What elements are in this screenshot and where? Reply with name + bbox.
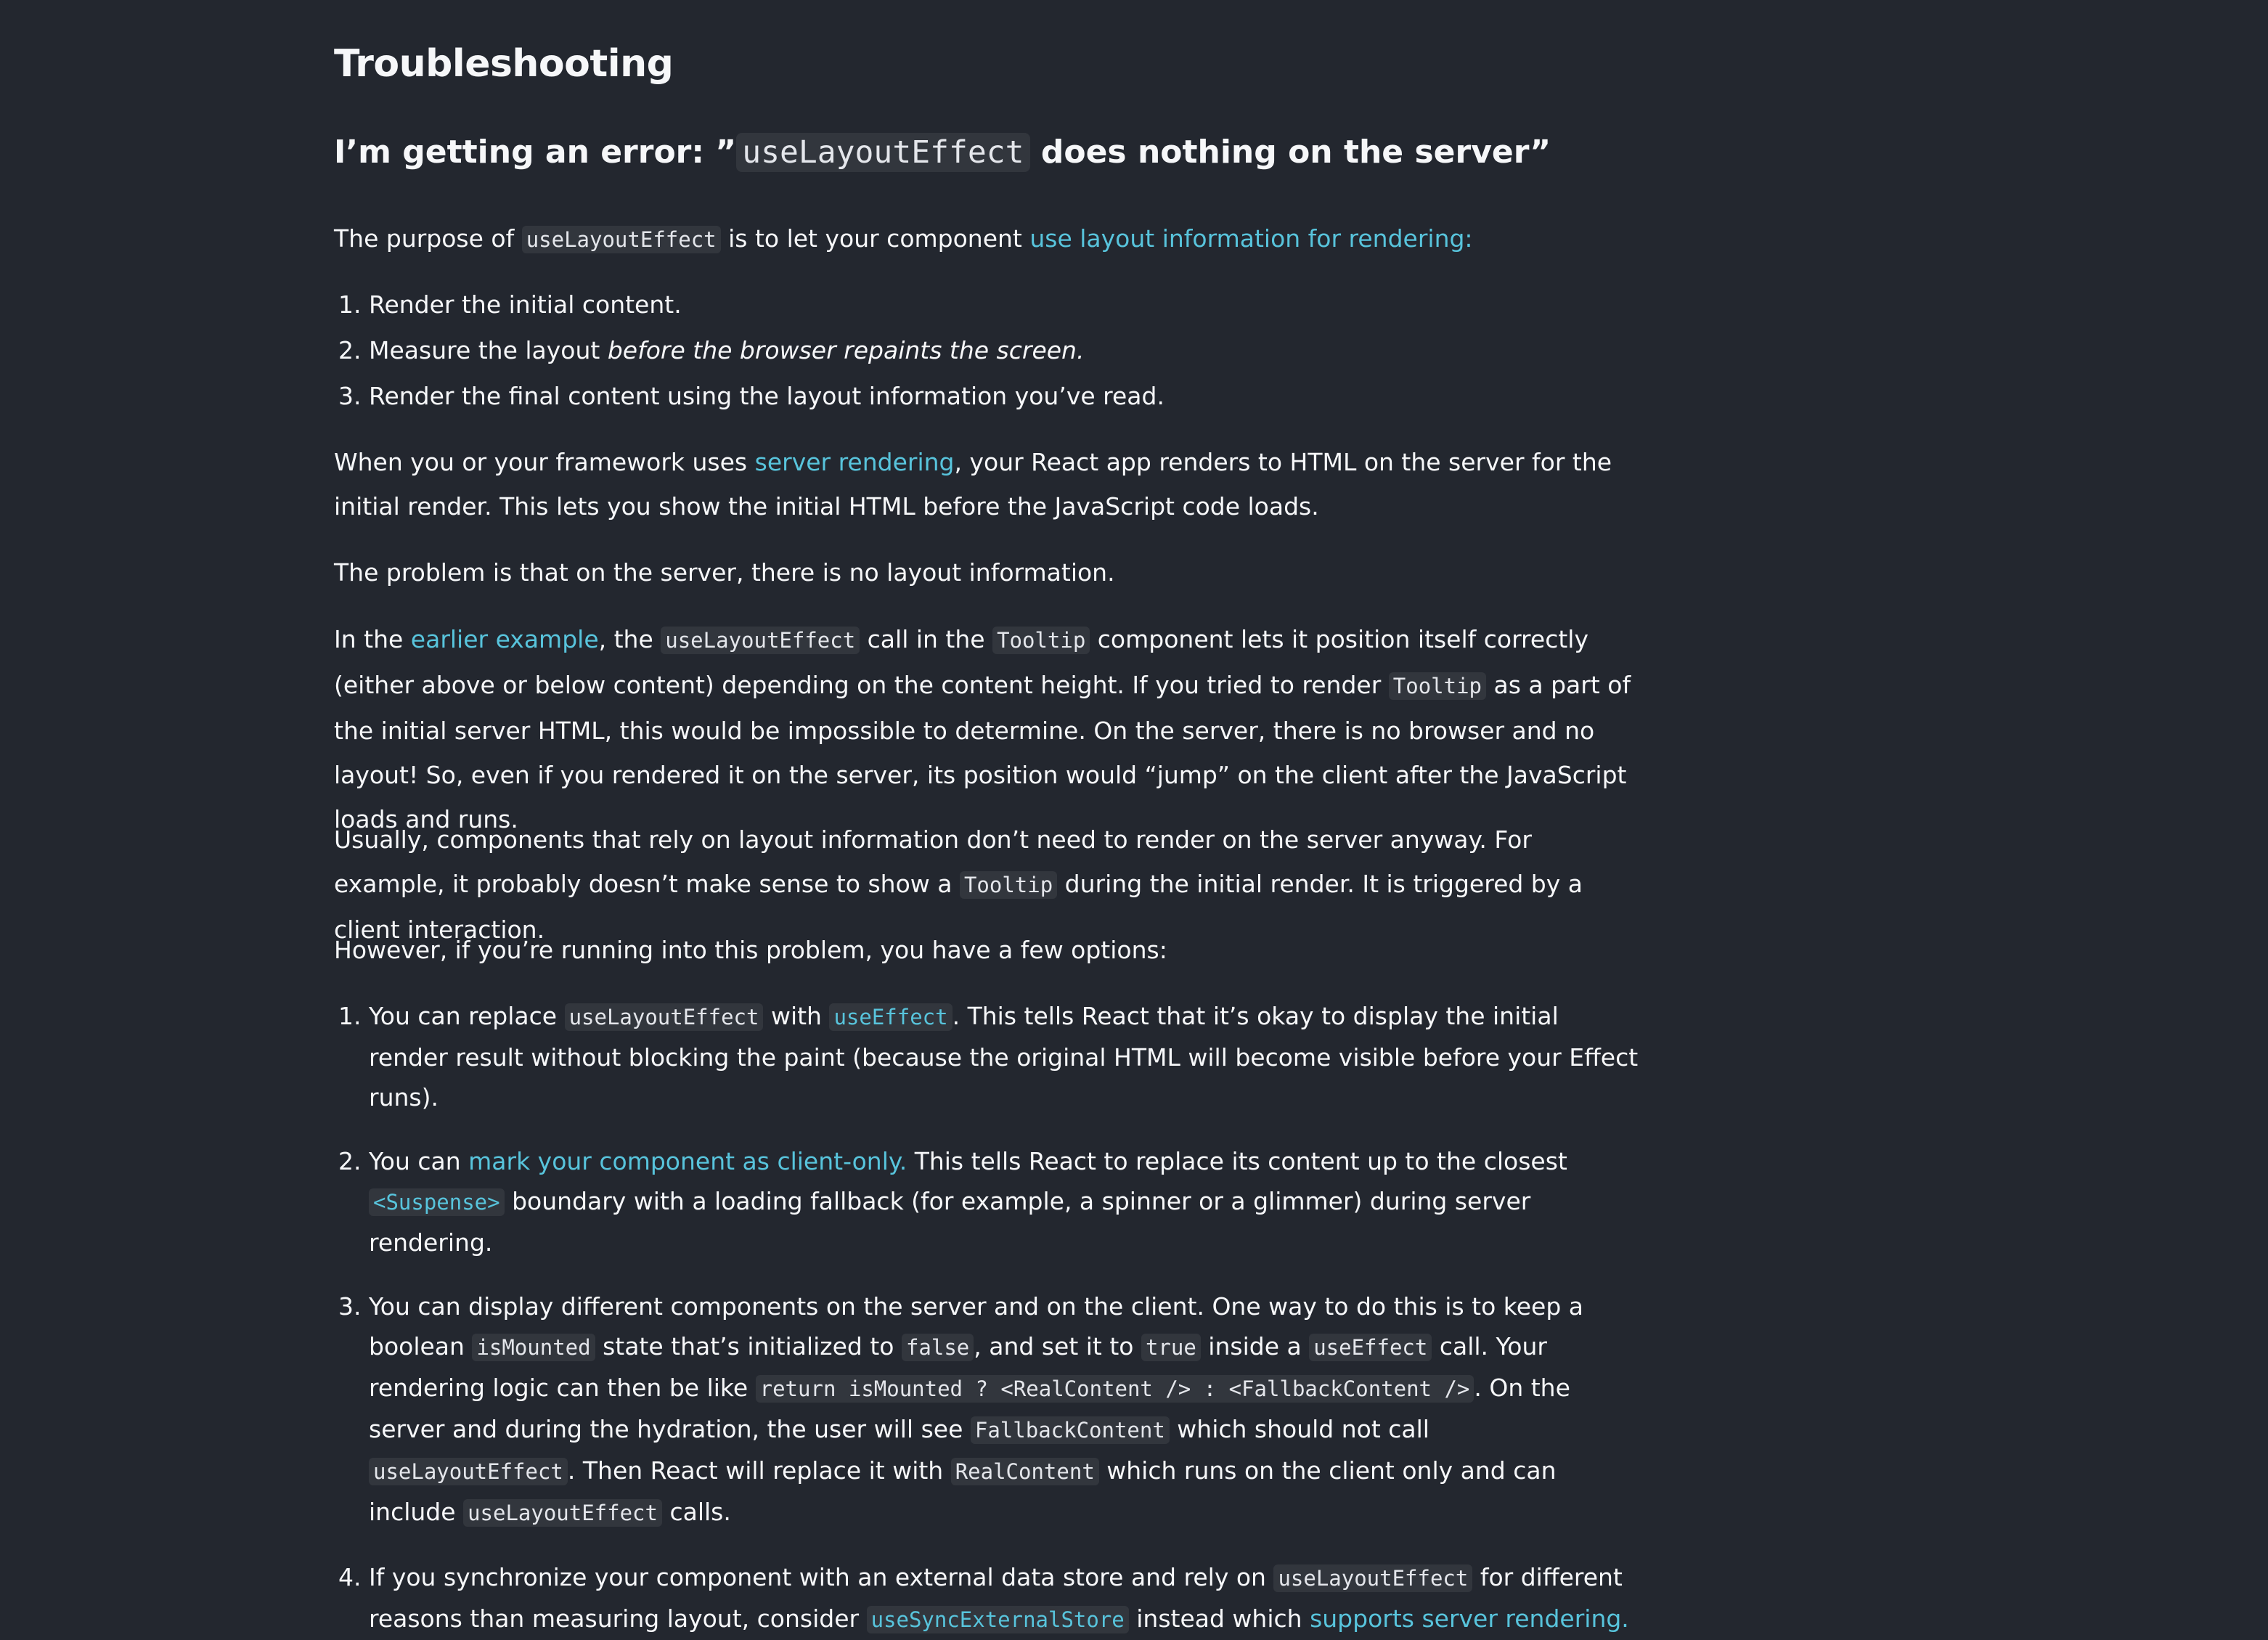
server-rendering-paragraph: When you or your framework uses server rendering, your React app renders to HTML on the server for the initial render. This lets you show the initial HTML before the JavaScript code loads.: [334, 448, 1612, 521]
usually-paragraph: Usually, components that rely on layout information don’t need to render on the server anyway. For example, it probably doesn’t make sense to show a Tooltip during the initial render. It is triggered by a client interaction.: [334, 825, 1583, 944]
inline-code: Tooltip: [992, 627, 1090, 654]
option-item: 3. You can display different components on the server and on the client. One way to do this is to keep a boolean isMounted state that’s initialized to false , and set it to true inside a useEffect call. Your rendering logic can then be like return isMounted ? <RealContent /> : <FallbackContent /> . On the server and during the hydration, the user will see FallbackContent which should not call useLayoutEffect . Then React will replace it with RealContent which runs on the client only and can include useLayoutEffect calls.: [369, 1286, 1641, 1533]
inline-code: useEffect: [1309, 1334, 1432, 1361]
list-item: 2. Measure the layout before the browser repaints the screen.: [369, 327, 1641, 373]
inline-code: useLayoutEffect: [369, 1458, 568, 1485]
options-list: [334, 996, 1641, 1640]
client-only-link[interactable]: mark your component as client-only.: [468, 1147, 907, 1175]
inline-code: useLayoutEffect: [736, 133, 1029, 172]
inline-code: useLayoutEffect: [565, 1003, 764, 1031]
inline-code: true: [1141, 1334, 1201, 1361]
inline-code: Tooltip: [1389, 672, 1486, 700]
purpose-paragraph: The purpose of useLayoutEffect is to let your component use layout information for rendering:: [334, 224, 1473, 253]
inline-code: useLayoutEffect: [463, 1499, 662, 1527]
suspense-link[interactable]: <Suspense>: [369, 1187, 505, 1215]
inline-code: useLayoutEffect: [522, 226, 721, 253]
problem-paragraph: The problem is that on the server, there is no layout information.: [334, 558, 1115, 587]
usesyncexternalstore-link[interactable]: useSyncExternalStore: [867, 1604, 1129, 1633]
list-item: 3. Render the final content using the layout information you’ve read.: [369, 373, 1641, 419]
option-item: 2. You can mark your component as client-only. This tells React to replace its content up to the closest <Suspense> boundary with a loading fallback (for example, a spinner or a glimmer) during server rendering.: [369, 1141, 1641, 1262]
option-item: 1. You can replace useLayoutEffect with useEffect . This tells React that it’s okay to display the initial render result without blocking the paint (because the original HTML will become visible before your Effect runs).: [369, 996, 1641, 1117]
steps-list: [334, 282, 1641, 419]
error-heading: I’m getting an error: ” useLayoutEffect does nothing on the server”: [334, 134, 1551, 171]
inline-code: isMounted: [472, 1334, 595, 1361]
inline-code: false: [902, 1334, 974, 1361]
useeffect-link[interactable]: useEffect: [829, 1002, 952, 1030]
option-item: 4. If you synchronize your component with an external data store and rely on useLayoutEffect for different reasons than measuring layout, consider useSyncExternalStore instead which supports server rendering.: [369, 1557, 1641, 1640]
server-rendering-support-link[interactable]: supports server rendering.: [1310, 1604, 1629, 1633]
inline-code: useLayoutEffect: [1273, 1564, 1472, 1592]
inline-code: return isMounted ? <RealContent /> : <FallbackContent />: [756, 1375, 1474, 1403]
earlier-example-link[interactable]: earlier example: [410, 625, 599, 653]
server-rendering-link[interactable]: server rendering: [754, 448, 955, 476]
options-intro: However, if you’re running into this problem, you have a few options:: [334, 936, 1167, 964]
section-title: Troubleshooting: [334, 42, 674, 86]
tooltip-paragraph: In the earlier example, the useLayoutEffect call in the Tooltip component lets it position itself correctly (either above or below content) depending on the content height. If you tried to render Tooltip as a part of the initial server HTML, this would be impossible to determine. On the server, there is no browser and no layout! So, even if you rendered it on the server, its position would “jump” on the client after the JavaScript loads and runs.: [334, 625, 1631, 833]
inline-code: FallbackContent: [971, 1416, 1170, 1444]
list-item: 1. Render the initial content.: [369, 282, 1641, 327]
inline-code: Tooltip: [960, 871, 1057, 899]
layout-information-link[interactable]: use layout information for rendering:: [1029, 224, 1473, 253]
inline-code: useLayoutEffect: [661, 627, 860, 654]
inline-code: RealContent: [951, 1458, 1099, 1485]
